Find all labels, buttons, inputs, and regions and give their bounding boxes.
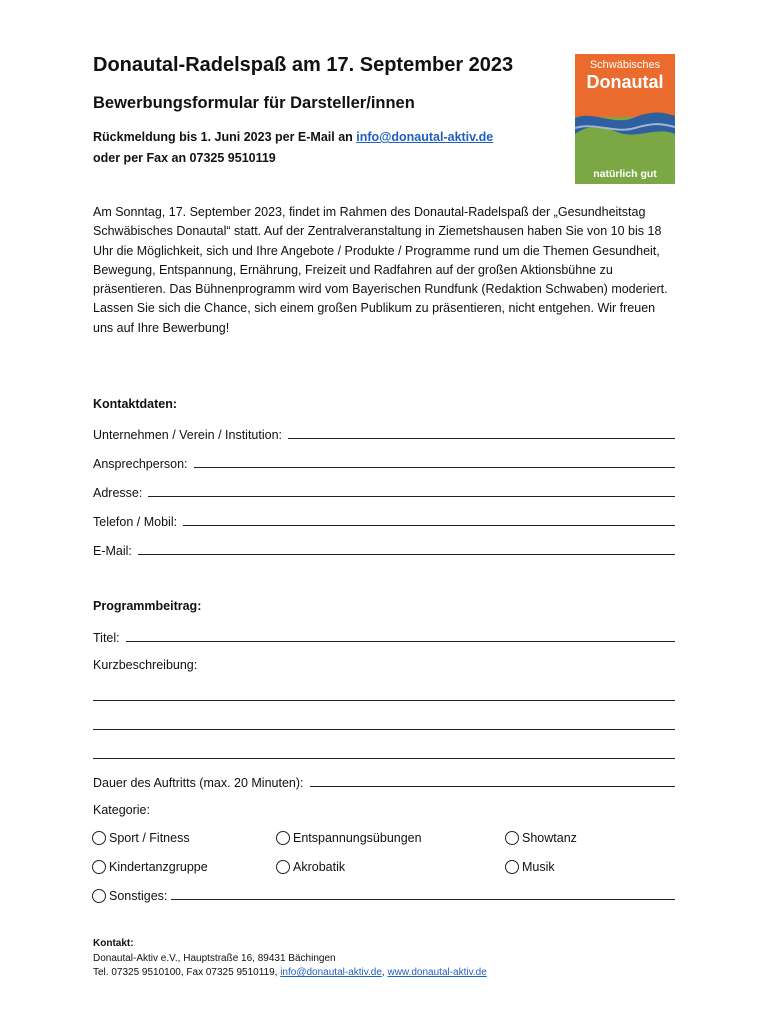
- category-option-kids-dance[interactable]: [92, 860, 208, 874]
- category-option-relaxation[interactable]: [276, 831, 422, 845]
- footer-address: Donautal-Aktiv e.V., Hauptstraße 16, 89431 Bächingen: [93, 952, 336, 964]
- footer-phone-fax: Tel. 07325 9510100, Fax 07325 9510119,: [93, 967, 281, 978]
- footer-heading: Kontakt:: [93, 938, 134, 949]
- deadline-email-link[interactable]: info@donautal-aktiv.de: [356, 130, 494, 144]
- category-option-showdance[interactable]: [505, 831, 577, 845]
- category-option-music[interactable]: [505, 860, 555, 874]
- page-title: Donautal-Radelspaß am 17. September 2023: [93, 54, 514, 76]
- footer-phone-line: [93, 966, 487, 981]
- short-description-label: Kurzbeschreibung:: [93, 658, 198, 672]
- title-input-line[interactable]: [126, 641, 675, 642]
- title-label: Titel:: [93, 631, 120, 645]
- radio-circle-icon[interactable]: [92, 889, 106, 903]
- option-label: Musik: [522, 860, 555, 874]
- phone-field[interactable]: [93, 511, 675, 529]
- option-label: Showtanz: [522, 831, 577, 845]
- option-label: Kindertanzgruppe: [109, 860, 208, 874]
- duration-input-line[interactable]: [310, 786, 675, 787]
- phone-label: Telefon / Mobil:: [93, 515, 178, 529]
- logo-main-text: Donautal: [586, 72, 664, 92]
- contact-person-field[interactable]: [93, 453, 675, 471]
- intro-paragraph: Am Sonntag, 17. September 2023, findet im Rahmen des Donautal-Radelspaß der „Gesundheitstag Schwäbisches Donautal“ statt. Auf der Zentralveranstaltung in Ziemetshausen haben Sie von 10 bis 18 Uhr die Möglichkeit, sich und Ihre Angebote / Produkte / Programme rund um die Themen Gesundheit, Bewegung, Entspannung, Ernährung, Freizeit und Radfahren auf der großen Aktionsbühne zu präsentieren. Das Bühnenprogramm wird vom Bayerischen Rundfunk (Redaktion Schwaben) moderiert. Lassen Sie sich die Chance, sich einem großen Publikum zu präsentieren, nicht entgehen. Wir freuen uns auf Ihre Bewerbung!: [93, 205, 668, 335]
- page-subtitle: Bewerbungsformular für Darsteller/innen: [93, 94, 415, 112]
- email-input-line[interactable]: [138, 554, 675, 555]
- logo-bottom-text: natürlich gut: [593, 168, 657, 180]
- category-label: Kategorie:: [93, 803, 150, 817]
- duration-field[interactable]: [93, 772, 675, 790]
- deadline-fax: oder per Fax an 07325 9510119: [93, 151, 276, 165]
- email-field[interactable]: [93, 540, 675, 558]
- description-line[interactable]: [93, 700, 675, 701]
- deadline-line-1: [93, 127, 493, 148]
- option-label: Entspannungsübungen: [293, 831, 422, 845]
- company-input-line[interactable]: [288, 438, 675, 439]
- phone-input-line[interactable]: [183, 525, 675, 526]
- title-field[interactable]: [93, 627, 675, 645]
- donautal-logo: [575, 54, 675, 184]
- deadline-text: Rückmeldung bis 1. Juni 2023 per E-Mail an: [93, 130, 357, 144]
- description-line[interactable]: [93, 729, 675, 730]
- category-option-acrobatics[interactable]: [276, 860, 345, 874]
- category-option-sport[interactable]: [92, 831, 190, 845]
- deadline-note: [93, 127, 493, 169]
- radio-circle-icon[interactable]: [92, 831, 106, 845]
- address-field[interactable]: [93, 482, 675, 500]
- duration-label: Dauer des Auftritts (max. 20 Minuten):: [93, 776, 304, 790]
- contact-section-heading: Kontaktdaten:: [93, 397, 178, 411]
- address-label: Adresse:: [93, 486, 143, 500]
- footer-separator: ,: [381, 967, 388, 978]
- contact-person-input-line[interactable]: [194, 467, 675, 468]
- category-option-other[interactable]: [92, 889, 675, 903]
- footer-website-link[interactable]: www.donautal-aktiv.de: [387, 967, 487, 978]
- footer-contact: [93, 937, 487, 981]
- company-label: Unternehmen / Verein / Institution:: [93, 428, 282, 442]
- option-label: Sonstiges:: [109, 889, 168, 903]
- radio-circle-icon[interactable]: [276, 831, 290, 845]
- option-label: Akrobatik: [293, 860, 346, 874]
- email-label: E-Mail:: [93, 544, 132, 558]
- logo-top-text: Schwäbisches: [589, 59, 661, 71]
- address-input-line[interactable]: [148, 496, 675, 497]
- option-label: Sport / Fitness: [109, 831, 190, 845]
- radio-circle-icon[interactable]: [276, 860, 290, 874]
- other-input-line[interactable]: [171, 899, 675, 900]
- radio-circle-icon[interactable]: [505, 831, 519, 845]
- company-field[interactable]: [93, 424, 675, 442]
- radio-circle-icon[interactable]: [505, 860, 519, 874]
- description-line[interactable]: [93, 758, 675, 759]
- radio-circle-icon[interactable]: [92, 860, 106, 874]
- footer-email-link[interactable]: info@donautal-aktiv.de: [280, 967, 382, 978]
- contact-person-label: Ansprechperson:: [93, 457, 188, 471]
- program-section-heading: Programmbeitrag:: [93, 599, 202, 613]
